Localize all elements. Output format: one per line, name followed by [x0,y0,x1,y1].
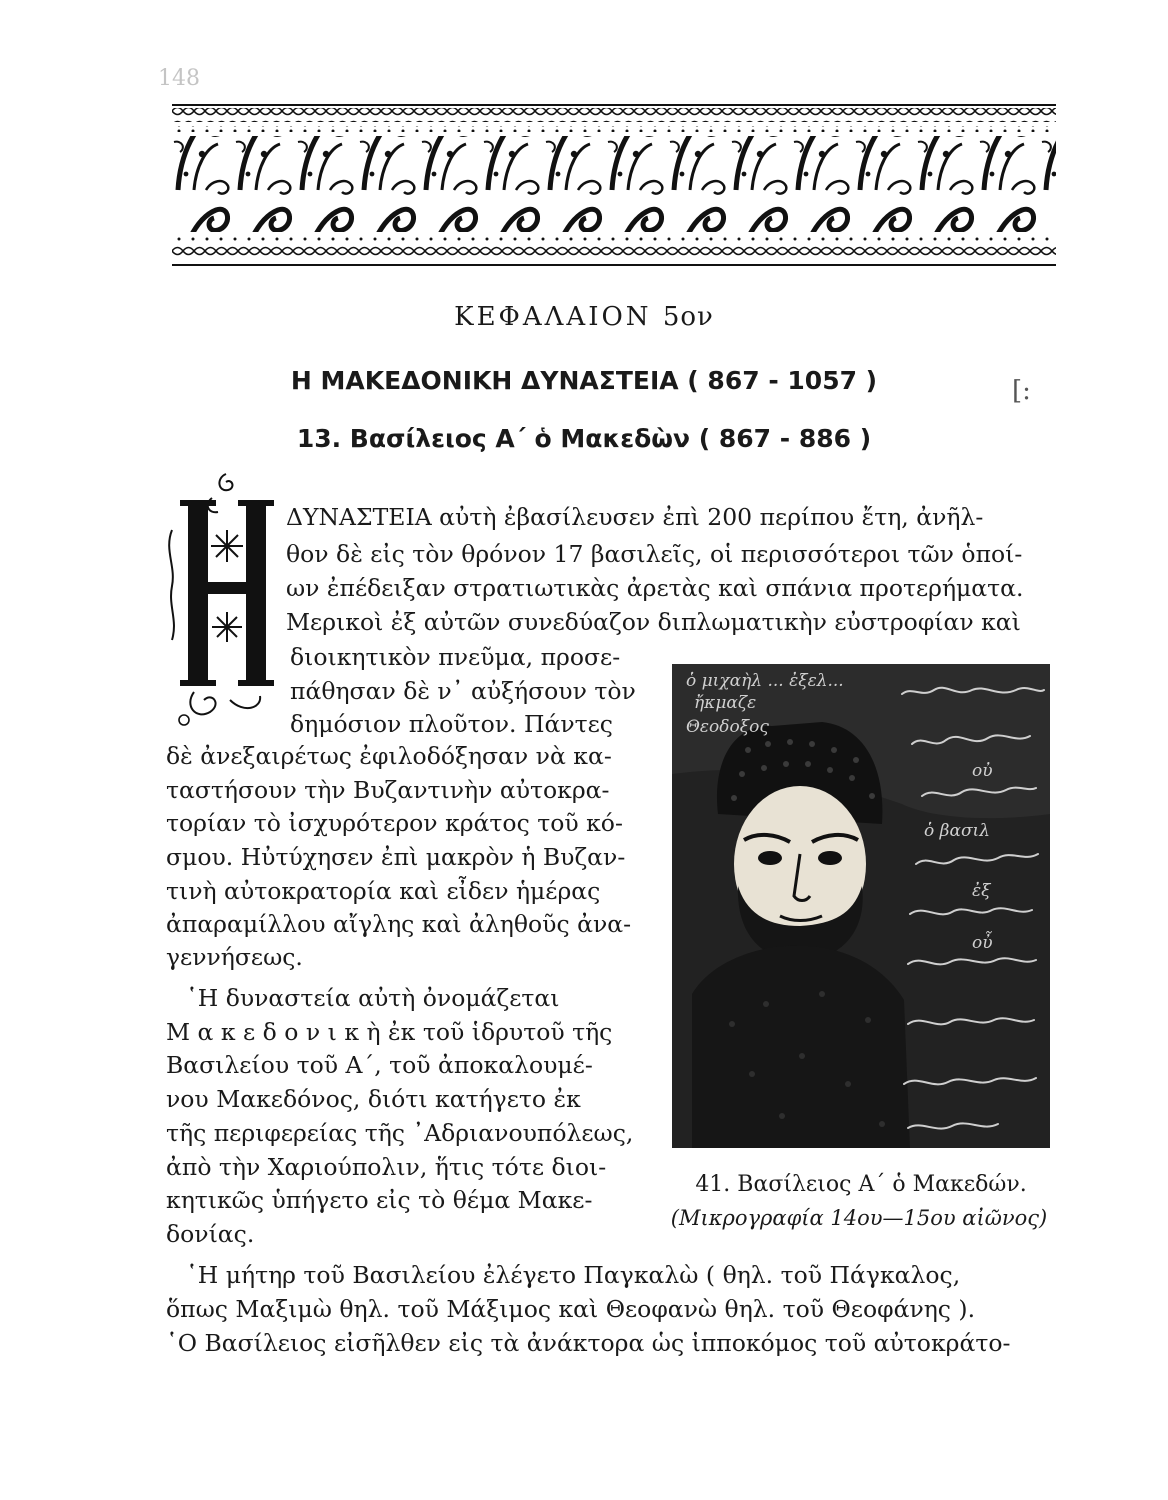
chapter-ordinal: 5ον [662,302,714,332]
margin-pencil-mark: [: [1012,376,1031,406]
body-line: διοικητικὸν πνεῦμα, προσε- [290,643,621,671]
header-ornament [172,104,1056,268]
body-line: κητικῶς ὑπήγετο εἰς τὸ θέμα Μακε- [166,1186,593,1214]
body-line: δονίας. [166,1220,255,1248]
manuscript-text: ἐξ [972,881,991,901]
body-line: ῾Η μήτηρ τοῦ Βασιλείου ἐλέγετο Παγκαλὼ ( θηλ. τοῦ Πάγκαλος, [186,1261,961,1289]
body-line: γεννήσεως. [166,943,303,971]
drop-cap [164,470,284,730]
dynasty-title: Η ΜΑΚΕΔΟΝΙΚΗ ΔΥΝΑΣΤΕΙΑ ( 867 - 1057 ) [290,366,878,395]
section-title: 13. Βασίλειος Α΄ ὁ Μακεδὼν ( 867 - 886 ) [296,424,872,453]
body-line: ὅπως Μαξιμὼ θηλ. τοῦ Μάξιμος καὶ Θεοφανὼ θηλ. τοῦ Θεοφάνης ). [166,1295,976,1323]
body-line: δημόσιον πλοῦτον. Πάντες [290,710,613,738]
body-line: πάθησαν δὲ ν᾿ αὐξήσουν τὸν [290,677,636,705]
page-number: 148 [158,66,200,91]
body-line: τῆς περιφερείας τῆς ᾿Αδριανουπόλεως, [166,1119,634,1147]
manuscript-text: οὐ [972,761,993,781]
chapter-label: ΚΕΦΑΛΑΙΟΝ [454,302,652,332]
manuscript-text: ὁ μιχαὴλ ... ἐξελ... [686,671,844,691]
body-line: δὲ ἀνεξαιρέτως ἐφιλοδόξησαν νὰ κα- [166,742,612,770]
body-line: ῾Ο Βασίλειος εἰσῆλθεν εἰς τὰ ἀνάκτορα ὡς ἱπποκόμος τοῦ αὐτοκράτο- [166,1329,1011,1357]
body-line: Μ α κ ε δ ο ν ι κ ὴ ἐκ τοῦ ἱδρυτοῦ τῆς [166,1018,613,1046]
body-line: Μερικοὶ ἐξ αὐτῶν συνεδύαζον διπλωματικὴν εὐστροφίαν καὶ [286,608,1021,636]
portrait-figure [672,664,1050,1148]
body-line: σμου. Ηὐτύχησεν ἐπὶ μακρὸν ἡ Βυζαν- [166,843,626,871]
chapter-heading [0,302,1168,332]
body-line: θον δὲ εἰς τὸν θρόνον 17 βασιλεῖς, οἱ περισσότεροι τῶν ὁποί- [286,540,1023,568]
body-line: τορίαν τὸ ἰσχυρότερον κράτος τοῦ κό- [166,809,623,837]
manuscript-text: ὁ βασιλ [924,821,990,841]
body-line: νου Μακεδόνος, διότι κατήγετο ἐκ [166,1085,581,1113]
body-line: ἀπὸ τὴν Χαριούπολιν, ἥτις τότε διοι- [166,1153,607,1181]
portrait-image [672,664,1050,1148]
body-line: ΔΥΝΑΣΤΕΙΑ αὐτὴ ἐβασίλευσεν ἐπὶ 200 περίπου ἔτη, ἀνῆλ- [286,503,984,531]
body-line: ταστήσουν τὴν Βυζαντινὴν αὐτοκρα- [166,776,610,804]
body-line: τινὴ αὐτοκρατορία καὶ εἶδεν ἡμέρας [166,877,601,905]
figure-caption-title: 41. Βασίλειος Α΄ ὁ Μακεδών. [695,1172,1027,1197]
body-line: ων ἐπέδειξαν στρατιωτικὰς ἀρετὰς καὶ σπάνια προτερήματα. [286,574,1024,602]
manuscript-text: Θεοδοξος [686,717,769,737]
body-line: Βασιλείου τοῦ Α΄, τοῦ ἀποκαλουμέ- [166,1051,593,1079]
figure-caption-subtitle: (Μικρογραφία 14ου—15ου αἰῶνος) [670,1206,1048,1230]
manuscript-text: οὖ [972,933,993,953]
body-line: ἀπαραμίλλου αἴγλης καὶ ἀληθοῦς ἀνα- [166,910,632,938]
body-line: ῾Η δυναστεία αὐτὴ ὀνομάζεται [186,984,560,1012]
manuscript-text: ἤκμαζε [694,693,757,713]
